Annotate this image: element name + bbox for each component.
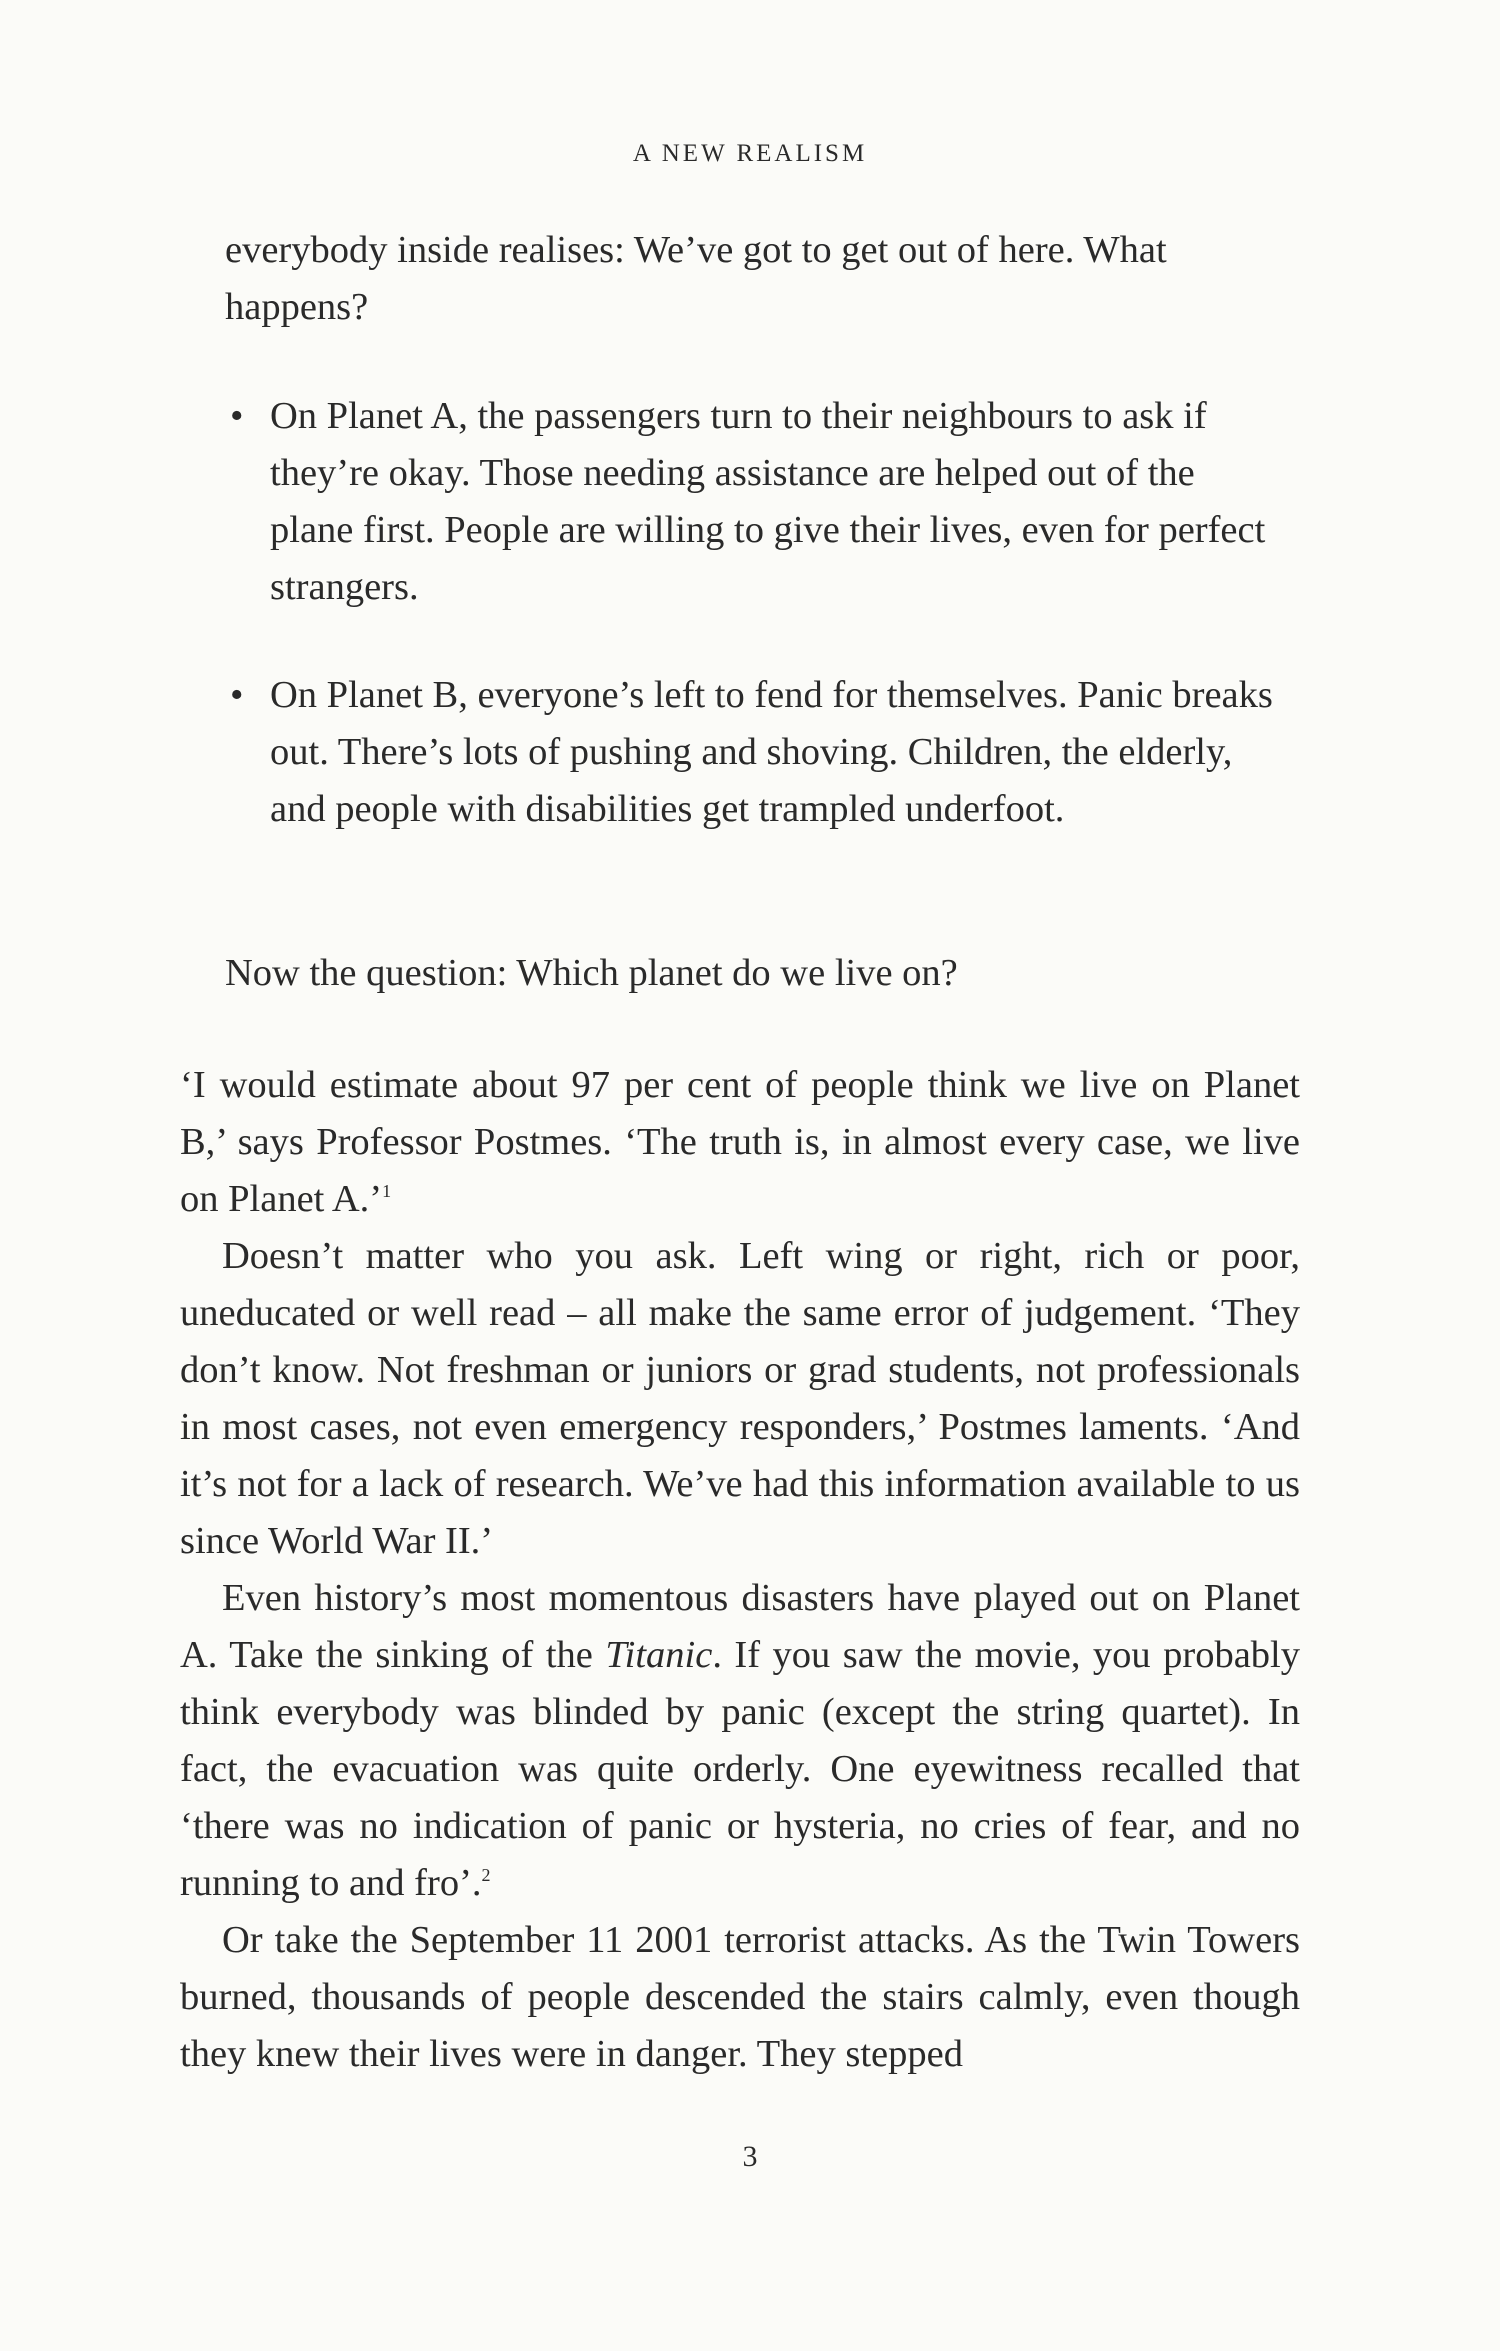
footnote-marker: 1 bbox=[382, 1181, 392, 1202]
ship-title: Titanic bbox=[605, 1634, 713, 1676]
paragraph-twin-towers: Or take the September 11 2001 terrorist attacks. As the Twin Towers burned, thousands of people descended the stairs calmly, even though they knew their lives were in danger. They stepped bbox=[180, 1919, 1300, 2075]
paragraph-titanic bbox=[180, 1570, 1300, 1912]
paragraph-text: ‘I would estimate about 97 per cent of people think we live on Planet B,’ says Professor Postmes. ‘The truth is, in almost every case, we live on Planet A.’ bbox=[180, 1064, 1300, 1220]
bullet-planet-a: • On Planet A, the passengers turn to their neighbours to ask if they’re okay. Those needing assistance are helped out of the plane first. People are willing to give their lives, even for perfect strangers. bbox=[270, 388, 1280, 616]
paragraph-error-of-judgement: Doesn’t matter who you ask. Left wing or right, rich or poor, uneducated or well read – all make the same error of judgement. ‘They don’t know. Not freshman or juniors or grad students, not professionals in most cases, not even emergency responders,’ Postmes laments. ‘And it’s not for a lack of research. We’ve had this information available to us since World War II.’ bbox=[180, 1235, 1300, 1562]
footnote-marker: 2 bbox=[481, 1865, 491, 1886]
bullet-planet-b: • On Planet B, everyone’s left to fend for themselves. Panic breaks out. There’s lots of pushing and shoving. Children, the elderly, and people with disabilities get trampled underfoot. bbox=[270, 667, 1280, 838]
body-text bbox=[180, 1057, 1300, 2083]
paragraph-text: . If you saw the movie, you probably think everybody was blinded by panic (except the string quartet). In fact, the evacuation was quite orderly. One eyewitness recalled that ‘there was no indication of panic or hysteria, no cries of fear, and no running to and fro’. bbox=[180, 1634, 1300, 1904]
running-head: A NEW REALISM bbox=[632, 140, 868, 167]
paragraph-postmes-quote bbox=[180, 1057, 1300, 1228]
paragraph-text: Even history’s most momentous disasters have played out on Planet A. Take the sinking of the bbox=[180, 1577, 1300, 1676]
page-number: 3 bbox=[742, 2140, 758, 2173]
lead-paragraph: everybody inside realises: We’ve got to get out of here. What happens? bbox=[225, 229, 1167, 328]
question-line: Now the question: Which planet do we live on? bbox=[225, 952, 958, 994]
